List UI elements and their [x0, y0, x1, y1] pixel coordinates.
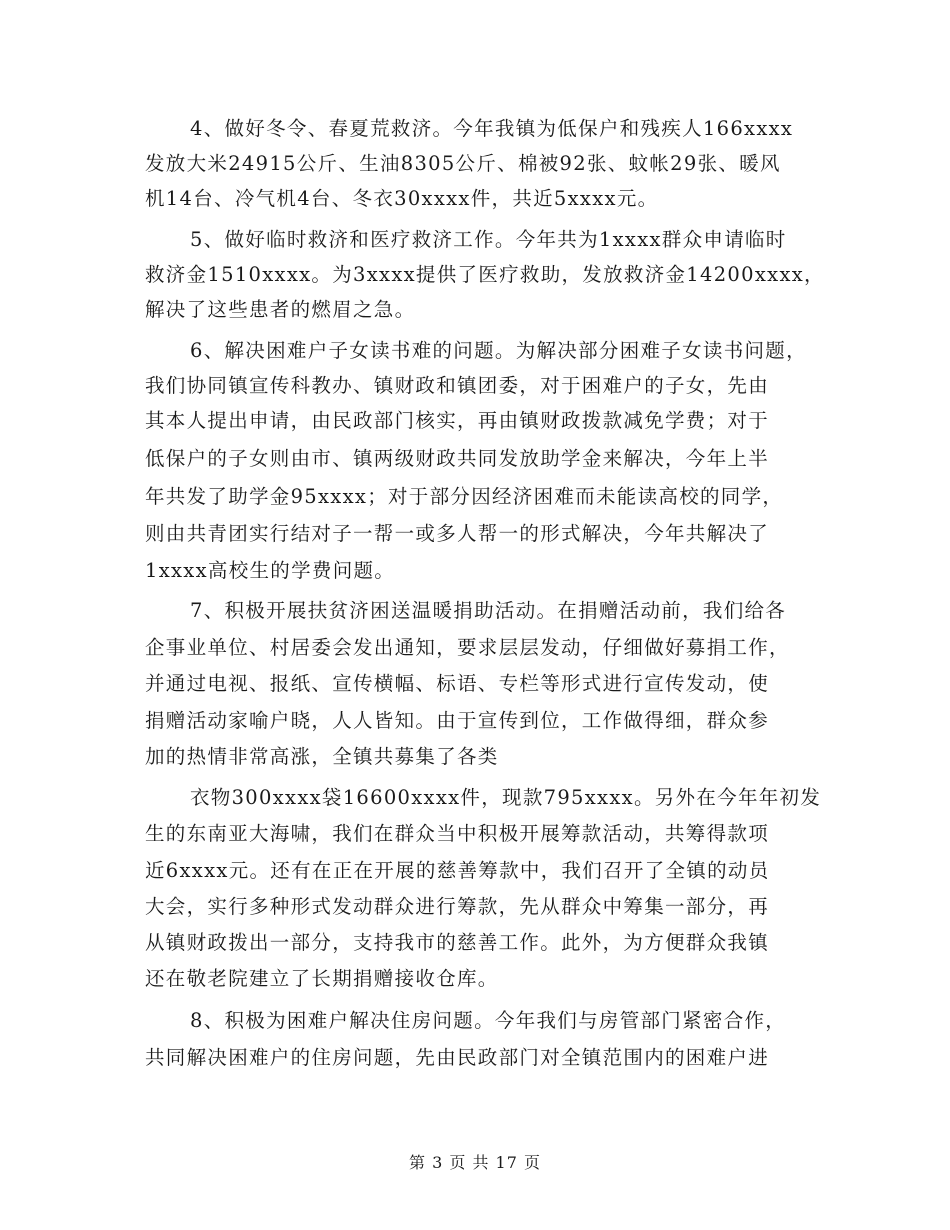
paragraph-4-line-1: 4、做好冬令、春夏荒救济。今年我镇为低保户和残疾人166xxxx	[190, 117, 794, 140]
paragraph-8-line-2: 共同解决困难户的住房问题，先由民政部门对全镇范围内的困难户进	[145, 1046, 770, 1069]
page-number-footer: 第 3 页 共 17 页	[409, 1153, 541, 1172]
paragraph-7-line-1: 7、积极开展扶贫济困送温暖捐助活动。在捐赠活动前，我们给各	[190, 599, 787, 622]
paragraph-5-line-2: 救济金1510xxxx。为3xxxx提供了医疗救助，发放救济金14200xxxx，	[145, 263, 825, 286]
paragraph-5-line-1: 5、做好临时救济和医疗救济工作。今年共为1xxxx群众申请临时	[190, 228, 787, 251]
paragraph-6-line-7: 1xxxx高校生的学费问题。	[145, 559, 396, 582]
paragraph-4-line-2: 发放大米24915公斤、生油8305公斤、棉被92张、蚊帐29张、暖风	[145, 152, 781, 175]
paragraph-7b-line-4: 大会，实行多种形式发动群众进行筹款，先从群众中筹集一部分，再	[145, 895, 770, 918]
paragraph-7b-line-3: 近6xxxx元。还有在正在开展的慈善筹款中，我们召开了全镇的动员	[145, 859, 770, 882]
paragraph-7b-line-6: 还在敬老院建立了长期捐赠接收仓库。	[145, 967, 499, 990]
paragraph-6-line-4: 低保户的子女则由市、镇两级财政共同发放助学金来解决，今年上半	[145, 447, 770, 470]
paragraph-6-line-5: 年共发了助学金95xxxx；对于部分因经济困难而未能读高校的同学，	[145, 485, 784, 508]
paragraph-7b-line-1: 衣物300xxxx袋16600xxxx件，现款795xxxx。另外在今年年初发	[190, 786, 822, 809]
paragraph-4-line-3: 机14台、冷气机4台、冬衣30xxxx件，共近5xxxx元。	[145, 187, 659, 210]
paragraph-6-line-1: 6、解决困难户子女读书难的问题。为解决部分困难子女读书问题，	[190, 339, 807, 362]
paragraph-7-line-4: 捐赠活动家喻户晓，人人皆知。由于宣传到位，工作做得细，群众参	[145, 709, 770, 732]
paragraph-6-line-2: 我们协同镇宣传科教办、镇财政和镇团委，对于困难户的子女，先由	[145, 374, 770, 397]
paragraph-7-line-5: 加的热情非常高涨，全镇共募集了各类	[145, 745, 499, 768]
paragraph-7-line-2: 企事业单位、村居委会发出通知，要求层层发动，仔细做好募捐工作，	[145, 636, 790, 659]
paragraph-5-line-3: 解决了这些患者的燃眉之急。	[145, 298, 416, 321]
paragraph-7b-line-2: 生的东南亚大海啸，我们在群众当中积极开展筹款活动，共筹得款项	[145, 822, 770, 845]
paragraph-7b-line-5: 从镇财政拨出一部分，支持我市的慈善工作。此外，为方便群众我镇	[145, 931, 770, 954]
paragraph-8-line-1: 8、积极为困难户解决住房问题。今年我们与房管部门紧密合作，	[190, 1009, 787, 1032]
paragraph-6-line-6: 则由共青团实行结对子一帮一或多人帮一的形式解决，今年共解决了	[145, 522, 770, 545]
paragraph-7-line-3: 并通过电视、报纸、宣传横幅、标语、专栏等形式进行宣传发动，使	[145, 672, 770, 695]
paragraph-6-line-3: 其本人提出申请，由民政部门核实，再由镇财政拨款减免学费；对于	[145, 409, 770, 432]
